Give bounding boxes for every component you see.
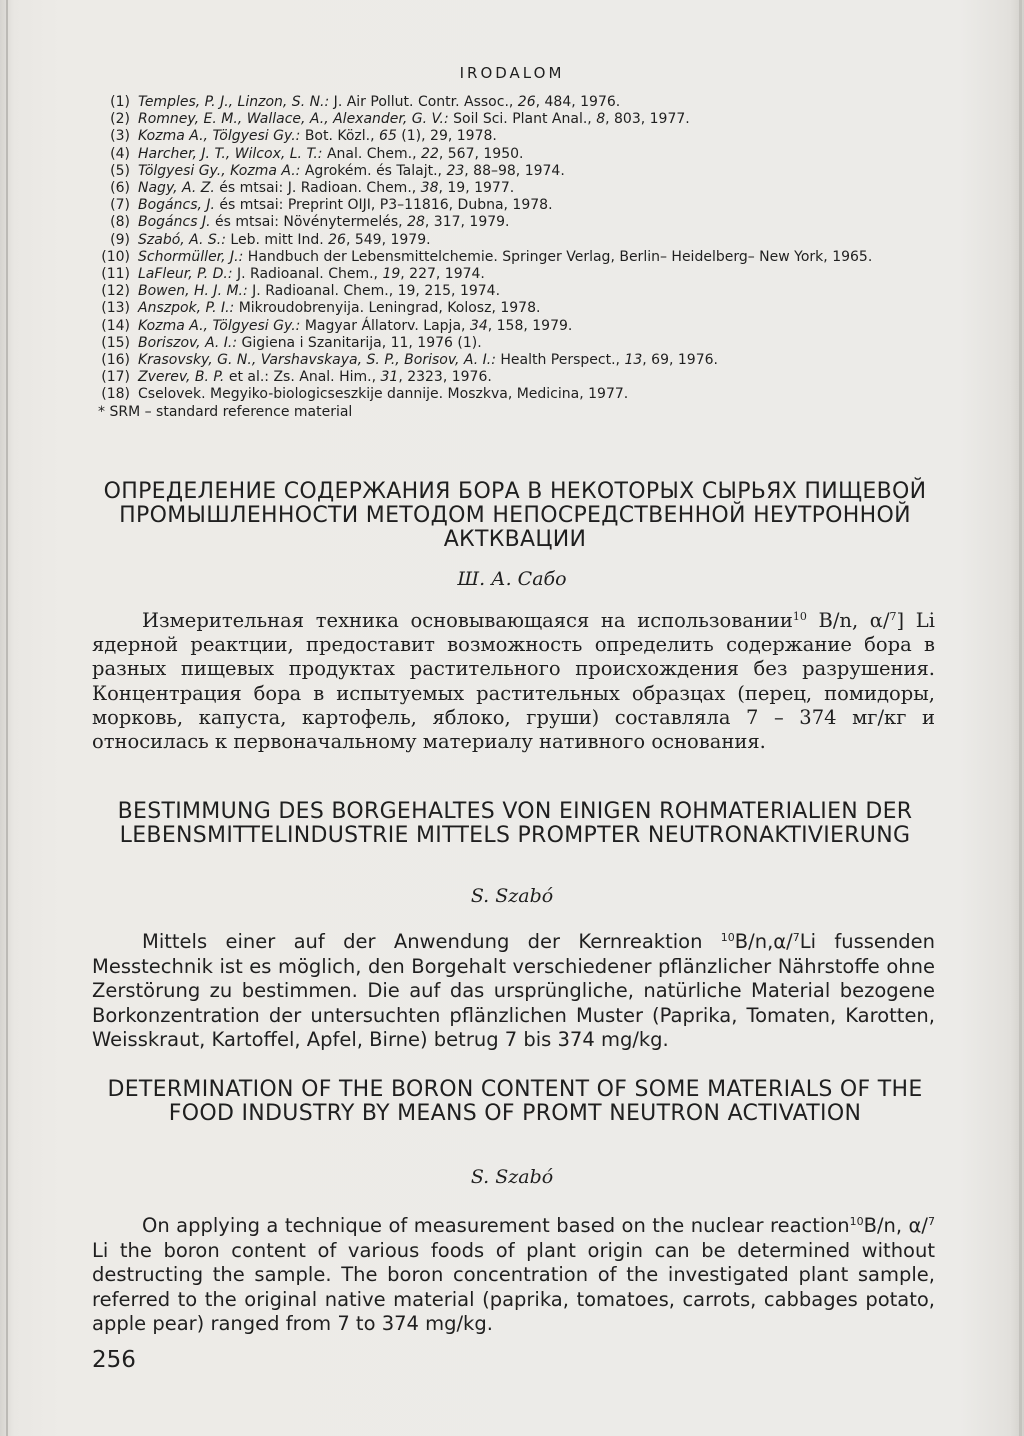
reference-source: Mikroudobrenyija. Leningrad, Kolosz, 1978. [234, 300, 541, 317]
english-abstract-part1: On applying a technique of measurement based on the nuclear reaction [142, 1214, 850, 1237]
reference-pages-year: , 317, 1979. [424, 214, 510, 231]
reference-text [138, 335, 950, 352]
reference-volume: 28 [407, 214, 425, 231]
reference-number: (3) [110, 128, 130, 145]
reference-number: (6) [110, 180, 130, 197]
reference-authors: Szabó, A. S.: [138, 231, 226, 248]
reference-source: J. Radioanal. Chem., [232, 266, 383, 283]
reference-item [90, 283, 950, 300]
reference-pages-year: , 227, 1974. [400, 266, 485, 283]
reference-number: (5) [110, 162, 130, 179]
reference-authors: Kozma A., Tölgyesi Gy.: [138, 128, 301, 145]
reference-item [90, 266, 950, 283]
reference-authors: Krasovsky, G. N., Varshavskaya, S. P., Borisov, A. I.: [138, 352, 496, 369]
reference-pages-year: , 2323, 1976. [398, 369, 492, 386]
reference-list [90, 94, 950, 421]
reference-text [138, 214, 950, 231]
reference-text [138, 369, 950, 386]
reference-source: et al.: Zs. Anal. Him., [224, 369, 381, 386]
reference-source: és mtsai: Preprint OIJI, P3–11816, Dubna, 1978. [214, 197, 553, 214]
reference-source: Soil Sci. Plant Anal., [448, 111, 597, 128]
reference-pages-year: , 158, 1979. [487, 317, 573, 334]
russian-abstract-sup1: 10 [792, 610, 807, 623]
reference-number: (14) [101, 317, 130, 334]
reference-number: (9) [110, 231, 130, 248]
reference-item [90, 163, 950, 180]
page-number: 256 [92, 1347, 136, 1373]
reference-authors: Anszpok, P. I.: [138, 300, 235, 317]
reference-source: Cselovek. Megyiko-biologicseszkije dannije. Moszkva, Medicina, 1977. [138, 386, 629, 403]
german-abstract [92, 926, 935, 1053]
reference-authors: Schormüller, J.: [138, 248, 244, 265]
page-edge-right [1019, 0, 1022, 1436]
reference-number: (18) [101, 386, 130, 403]
reference-number: (10) [101, 248, 130, 265]
reference-number: (7) [110, 197, 130, 214]
reference-text [138, 94, 950, 111]
german-abstract-sup2: 7 [792, 931, 800, 944]
reference-number: (13) [101, 300, 130, 317]
reference-text [138, 128, 950, 145]
reference-authors: Boriszov, A. I.: [138, 334, 238, 351]
german-title: BESTIMMUNG DES BORGEHALTES VON EINIGEN ROHMATERIALIEN DER LEBENSMITTELINDUSTRIE MITTELS PROMPTER NEUTRONAKTIVIERUNG [117, 799, 913, 848]
reference-authors: Romney, E. M., Wallace, A., Alexander, G. V.: [138, 111, 449, 128]
reference-text [138, 249, 950, 266]
english-abstract-sup1: 10 [849, 1215, 864, 1228]
english-title: DETERMINATION OF THE BORON CONTENT OF SOME MATERIALS OF THE FOOD INDUSTRY BY MEANS OF PROMT NEUTRON ACTIVATION [107, 1077, 923, 1126]
reference-text [138, 232, 950, 249]
reference-pages-year: , 19, 1977. [438, 180, 515, 197]
reference-pages-year: , 803, 1977. [605, 111, 690, 128]
reference-authors: Bogáncs, J. [138, 197, 215, 214]
reference-authors: Bowen, H. J. M.: [138, 283, 248, 300]
reference-item [90, 197, 950, 214]
reference-volume: 26 [328, 231, 346, 248]
reference-volume: 31 [380, 369, 399, 386]
english-abstract-part2: B/n, α/ [863, 1214, 928, 1237]
reference-source: Handbuch der Lebensmittelchemie. Springer Verlag, Berlin– Heidelberg– New York, 1965. [243, 248, 873, 265]
reference-source: J. Radioanal. Chem., 19, 215, 1974. [247, 283, 501, 300]
german-abstract-part1: Mittels einer auf der Anwendung der Kernreaktion [142, 930, 721, 953]
reference-source: és mtsai: J. Radioan. Chem., [214, 180, 421, 197]
reference-item [90, 335, 950, 352]
reference-item [90, 352, 950, 369]
reference-source: Magyar Állatorv. Lapja, [300, 317, 470, 334]
reference-item [90, 232, 950, 249]
reference-volume: 38 [420, 180, 439, 197]
reference-authors: Nagy, A. Z. [138, 180, 215, 197]
reference-text [138, 197, 950, 214]
reference-source: és mtsai: Növénytermelés, [210, 214, 408, 231]
reference-text [138, 283, 950, 300]
russian-abstract-part3: ] Li ядерной реактции, предоставит возможность определить содержание бора в разных пищевых продуктах растительного происхождения без разрушения. Концентрация бора в испытуемых растительных образцах (перец, помидоры, морковь, капуста, картофель, яблоко, груши) составляла 7 – 374 мг/кг и относилась к первоначальному материалу нативного основания. [92, 609, 935, 754]
reference-volume: 65 [379, 128, 397, 145]
reference-source: Anal. Chem., [322, 145, 422, 162]
reference-volume: 26 [517, 94, 536, 110]
reference-source: Agrokém. és Talajt., [300, 162, 447, 179]
reference-text [138, 386, 950, 403]
reference-source: Gigiena i Szanitarija, 11, 1976 (1). [237, 334, 482, 351]
reference-item [90, 214, 950, 231]
english-abstract-sup2: 7 [928, 1215, 935, 1228]
reference-volume: 8 [596, 111, 606, 128]
reference-number: (16) [101, 352, 130, 369]
reference-item [90, 318, 950, 335]
reference-item [90, 146, 950, 163]
page-edge-left [6, 0, 8, 1436]
reference-item [90, 300, 950, 317]
reference-pages-year: , 88–98, 1974. [464, 162, 565, 179]
reference-footnote: * SRM – standard reference material [98, 403, 353, 420]
reference-text [138, 318, 950, 335]
reference-volume: 19 [382, 266, 401, 283]
reference-authors: Harcher, J. T., Wilcox, L. T.: [138, 145, 323, 162]
reference-text [138, 266, 950, 283]
reference-authors: Temples, P. J., Linzon, S. N.: [138, 94, 330, 110]
reference-pages-year: , 549, 1979. [345, 231, 431, 248]
reference-item [90, 111, 950, 128]
russian-abstract-part1: Измерительная техника основывающаяся на использовании [142, 609, 793, 632]
reference-source: J. Air Pollut. Contr. Assoc., [329, 94, 518, 110]
reference-number: (8) [110, 214, 130, 231]
reference-item [90, 180, 950, 197]
reference-number: (1) [110, 94, 130, 110]
reference-item [90, 369, 950, 386]
reference-item [90, 94, 950, 111]
reference-volume: 13 [624, 352, 643, 369]
reference-volume: 34 [469, 317, 488, 334]
reference-text [138, 300, 950, 317]
reference-item [90, 128, 950, 145]
reference-number: (12) [101, 283, 130, 300]
reference-item [90, 249, 950, 266]
reference-number: (17) [101, 369, 130, 386]
german-abstract-sup1: 10 [720, 931, 735, 944]
reference-text [138, 111, 950, 128]
reference-number: (15) [101, 334, 130, 351]
reference-authors: LaFleur, P. D.: [138, 266, 233, 283]
reference-authors: Bogáncs J. [138, 214, 211, 231]
reference-volume: 23 [446, 162, 465, 179]
reference-text [138, 163, 950, 180]
russian-author: Ш. А. Сабо [457, 568, 567, 590]
reference-authors: Tölgyesi Gy., Kozma A.: [138, 162, 301, 179]
reference-pages-year: , 567, 1950. [438, 145, 524, 162]
german-abstract-part3: Li fussenden Messtechnik ist es möglich, den Borgehalt verschiedener pflänzlicher Nährstoffe ohne Zerstörung zu bestimmen. Die auf das ursprüngliche, natürliche Material bezogene Borkonzentration der untersuchten pflänzlichen Muster (Paprika, Tomaten, Karotten, Weisskraut, Kartoffel, Apfel, Birne) betrug 7 bis 374 mg/kg. [92, 930, 935, 1051]
reference-item [90, 386, 950, 403]
reference-source: Health Perspect., [495, 352, 625, 369]
english-author: S. Szabó [470, 1166, 554, 1188]
reference-source: Leb. mitt Ind. [225, 231, 329, 248]
reference-number: (11) [101, 266, 130, 283]
german-author: S. Szabó [470, 885, 554, 907]
reference-authors: Zverev, B. P. [138, 369, 225, 386]
reference-number: (2) [110, 111, 130, 128]
reference-text [138, 352, 950, 369]
references-heading: IRODALOM [459, 64, 565, 82]
reference-pages-year: (1), 29, 1978. [396, 128, 497, 145]
reference-pages-year: , 69, 1976. [642, 352, 718, 369]
russian-abstract-sup2: 7 [889, 610, 897, 623]
reference-text [138, 146, 950, 163]
russian-abstract [92, 605, 935, 754]
russian-abstract-part2: B/n, α/ [806, 609, 890, 632]
reference-text [138, 180, 950, 197]
reference-pages-year: , 484, 1976. [535, 94, 621, 110]
german-abstract-part2: B/n,α/ [734, 930, 793, 953]
reference-volume: 22 [421, 145, 439, 162]
reference-number: (4) [110, 145, 130, 162]
english-abstract [92, 1210, 935, 1337]
reference-authors: Kozma A., Tölgyesi Gy.: [138, 317, 301, 334]
english-abstract-part3: Li the boron content of various foods of plant origin can be determined without destructing the sample. The boron concentration of the investigated plant sample, referred to the original native material (paprika, tomatoes, carrots, cabbages potato, apple pear) ranged from 7 to 374 mg/kg. [92, 1238, 935, 1335]
reference-source: Bot. Közl., [300, 128, 380, 145]
russian-title: ОПРЕДЕЛЕНИЕ СОДЕРЖАНИЯ БОРА В НЕКОТОРЫХ СЫРЬЯХ ПИЩЕВОЙ ПРОМЫШЛЕННОСТИ МЕТОДОМ НЕПОСРЕДСТВЕННОЙ НЕУТРОННОЙ АКТКВАЦИИ [103, 479, 927, 552]
